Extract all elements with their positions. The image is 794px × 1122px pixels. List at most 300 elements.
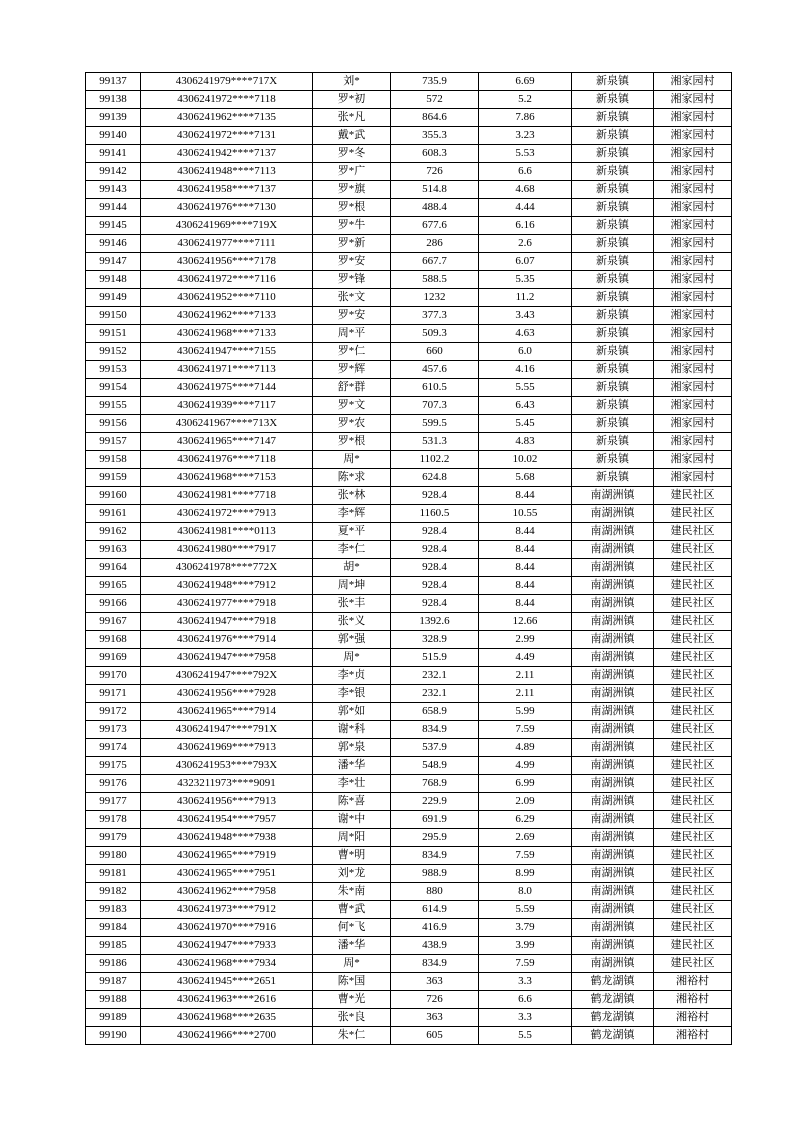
cell-serial: 99177 <box>86 793 141 811</box>
cell-name: 潘*华 <box>313 757 391 775</box>
cell-id: 4306241968****7153 <box>141 469 313 487</box>
cell-village: 湘家园村 <box>654 91 732 109</box>
cell-rate: 6.43 <box>479 397 572 415</box>
table-row <box>86 199 732 217</box>
cell-town: 鹤龙湖镇 <box>572 991 654 1009</box>
cell-rate: 11.2 <box>479 289 572 307</box>
cell-id: 4306241976****7914 <box>141 631 313 649</box>
cell-serial: 99185 <box>86 937 141 955</box>
cell-village: 湘家园村 <box>654 415 732 433</box>
table-row <box>86 955 732 973</box>
table-row <box>86 343 732 361</box>
table-row <box>86 181 732 199</box>
cell-id: 4306241945****2651 <box>141 973 313 991</box>
table-row <box>86 541 732 559</box>
cell-village: 湘家园村 <box>654 433 732 451</box>
cell-town: 南湖洲镇 <box>572 811 654 829</box>
cell-amount: 1392.6 <box>391 613 479 631</box>
cell-town: 新泉镇 <box>572 145 654 163</box>
table-row <box>86 721 732 739</box>
cell-amount: 768.9 <box>391 775 479 793</box>
cell-serial: 99173 <box>86 721 141 739</box>
cell-serial: 99156 <box>86 415 141 433</box>
cell-village: 湘家园村 <box>654 127 732 145</box>
cell-town: 新泉镇 <box>572 253 654 271</box>
cell-serial: 99179 <box>86 829 141 847</box>
table-row <box>86 883 732 901</box>
table-row <box>86 631 732 649</box>
table-row <box>86 757 732 775</box>
cell-amount: 509.3 <box>391 325 479 343</box>
cell-rate: 7.59 <box>479 955 572 973</box>
cell-rate: 3.79 <box>479 919 572 937</box>
cell-rate: 4.68 <box>479 181 572 199</box>
cell-rate: 8.44 <box>479 541 572 559</box>
cell-id: 4306241947****7155 <box>141 343 313 361</box>
cell-rate: 8.44 <box>479 577 572 595</box>
cell-town: 新泉镇 <box>572 433 654 451</box>
cell-town: 南湖洲镇 <box>572 775 654 793</box>
cell-id: 4306241979****717X <box>141 73 313 91</box>
cell-town: 南湖洲镇 <box>572 595 654 613</box>
table-row <box>86 1009 732 1027</box>
cell-serial: 99184 <box>86 919 141 937</box>
cell-amount: 1232 <box>391 289 479 307</box>
cell-rate: 8.44 <box>479 595 572 613</box>
cell-amount: 328.9 <box>391 631 479 649</box>
cell-id: 4306241947****791X <box>141 721 313 739</box>
cell-name: 罗*文 <box>313 397 391 415</box>
cell-rate: 8.0 <box>479 883 572 901</box>
cell-id: 4306241948****7938 <box>141 829 313 847</box>
cell-village: 湘家园村 <box>654 469 732 487</box>
cell-amount: 363 <box>391 1009 479 1027</box>
cell-town: 南湖洲镇 <box>572 847 654 865</box>
cell-village: 建民社区 <box>654 721 732 739</box>
table-row <box>86 127 732 145</box>
cell-name: 陈*国 <box>313 973 391 991</box>
cell-serial: 99155 <box>86 397 141 415</box>
cell-name: 罗*安 <box>313 253 391 271</box>
cell-serial: 99176 <box>86 775 141 793</box>
cell-id: 4306241968****7934 <box>141 955 313 973</box>
cell-rate: 3.99 <box>479 937 572 955</box>
cell-id: 4306241947****7918 <box>141 613 313 631</box>
cell-id: 4306241952****7110 <box>141 289 313 307</box>
table-row <box>86 253 732 271</box>
cell-amount: 363 <box>391 973 479 991</box>
cell-rate: 7.59 <box>479 721 572 739</box>
cell-town: 新泉镇 <box>572 271 654 289</box>
cell-id: 4306241967****713X <box>141 415 313 433</box>
cell-town: 鹤龙湖镇 <box>572 1027 654 1045</box>
cell-amount: 928.4 <box>391 595 479 613</box>
table-row <box>86 577 732 595</box>
cell-id: 4306241953****793X <box>141 757 313 775</box>
table-row <box>86 865 732 883</box>
cell-serial: 99188 <box>86 991 141 1009</box>
cell-village: 建民社区 <box>654 739 732 757</box>
cell-rate: 4.83 <box>479 433 572 451</box>
cell-id: 4323211973****9091 <box>141 775 313 793</box>
cell-amount: 232.1 <box>391 685 479 703</box>
cell-name: 罗*初 <box>313 91 391 109</box>
cell-town: 新泉镇 <box>572 469 654 487</box>
cell-serial: 99167 <box>86 613 141 631</box>
cell-serial: 99165 <box>86 577 141 595</box>
cell-rate: 5.2 <box>479 91 572 109</box>
cell-village: 建民社区 <box>654 505 732 523</box>
cell-id: 4306241965****7919 <box>141 847 313 865</box>
cell-name: 李*辉 <box>313 505 391 523</box>
cell-village: 建民社区 <box>654 631 732 649</box>
cell-amount: 660 <box>391 343 479 361</box>
cell-village: 建民社区 <box>654 487 732 505</box>
cell-name: 张*凡 <box>313 109 391 127</box>
cell-id: 4306241972****7913 <box>141 505 313 523</box>
cell-serial: 99175 <box>86 757 141 775</box>
cell-rate: 3.23 <box>479 127 572 145</box>
cell-serial: 99164 <box>86 559 141 577</box>
cell-serial: 99137 <box>86 73 141 91</box>
cell-serial: 99141 <box>86 145 141 163</box>
cell-amount: 667.7 <box>391 253 479 271</box>
cell-rate: 6.07 <box>479 253 572 271</box>
cell-id: 4306241969****7913 <box>141 739 313 757</box>
cell-id: 4306241956****7928 <box>141 685 313 703</box>
cell-serial: 99152 <box>86 343 141 361</box>
table-row <box>86 739 732 757</box>
cell-name: 舒*群 <box>313 379 391 397</box>
cell-rate: 6.99 <box>479 775 572 793</box>
cell-amount: 928.4 <box>391 541 479 559</box>
cell-amount: 735.9 <box>391 73 479 91</box>
cell-rate: 4.63 <box>479 325 572 343</box>
cell-amount: 834.9 <box>391 847 479 865</box>
table-row <box>86 271 732 289</box>
cell-village: 湘家园村 <box>654 307 732 325</box>
cell-name: 周* <box>313 955 391 973</box>
cell-name: 李*贞 <box>313 667 391 685</box>
cell-rate: 8.44 <box>479 523 572 541</box>
cell-serial: 99157 <box>86 433 141 451</box>
cell-rate: 2.99 <box>479 631 572 649</box>
cell-rate: 10.02 <box>479 451 572 469</box>
table-row <box>86 163 732 181</box>
cell-id: 4306241972****7116 <box>141 271 313 289</box>
cell-serial: 99153 <box>86 361 141 379</box>
cell-village: 建民社区 <box>654 829 732 847</box>
cell-id: 4306241978****772X <box>141 559 313 577</box>
cell-village: 湘裕村 <box>654 973 732 991</box>
cell-rate: 5.5 <box>479 1027 572 1045</box>
cell-id: 4306241973****7912 <box>141 901 313 919</box>
cell-serial: 99170 <box>86 667 141 685</box>
cell-name: 周*坤 <box>313 577 391 595</box>
cell-serial: 99145 <box>86 217 141 235</box>
cell-amount: 232.1 <box>391 667 479 685</box>
cell-rate: 2.11 <box>479 685 572 703</box>
table-row <box>86 91 732 109</box>
cell-village: 湘家园村 <box>654 145 732 163</box>
table-row <box>86 667 732 685</box>
cell-serial: 99154 <box>86 379 141 397</box>
cell-name: 周*平 <box>313 325 391 343</box>
cell-village: 建民社区 <box>654 865 732 883</box>
cell-name: 罗*广 <box>313 163 391 181</box>
table-row <box>86 523 732 541</box>
cell-name: 周* <box>313 649 391 667</box>
records-table <box>85 72 732 1045</box>
cell-id: 4306241956****7913 <box>141 793 313 811</box>
cell-amount: 438.9 <box>391 937 479 955</box>
cell-village: 湘家园村 <box>654 217 732 235</box>
cell-rate: 6.6 <box>479 163 572 181</box>
cell-amount: 1102.2 <box>391 451 479 469</box>
cell-town: 新泉镇 <box>572 361 654 379</box>
cell-serial: 99166 <box>86 595 141 613</box>
cell-name: 罗*牛 <box>313 217 391 235</box>
cell-name: 夏*平 <box>313 523 391 541</box>
table-row <box>86 685 732 703</box>
cell-id: 4306241976****7118 <box>141 451 313 469</box>
table-row <box>86 649 732 667</box>
cell-rate: 3.3 <box>479 973 572 991</box>
cell-town: 南湖洲镇 <box>572 577 654 595</box>
cell-amount: 599.5 <box>391 415 479 433</box>
cell-village: 湘家园村 <box>654 451 732 469</box>
cell-amount: 834.9 <box>391 955 479 973</box>
cell-town: 鹤龙湖镇 <box>572 973 654 991</box>
cell-name: 罗*仁 <box>313 343 391 361</box>
cell-village: 建民社区 <box>654 523 732 541</box>
cell-name: 曹*明 <box>313 847 391 865</box>
cell-name: 张*文 <box>313 289 391 307</box>
cell-id: 4306241942****7137 <box>141 145 313 163</box>
cell-amount: 457.6 <box>391 361 479 379</box>
cell-amount: 416.9 <box>391 919 479 937</box>
cell-name: 罗*锋 <box>313 271 391 289</box>
table-row <box>86 595 732 613</box>
cell-town: 新泉镇 <box>572 217 654 235</box>
cell-village: 建民社区 <box>654 757 732 775</box>
cell-town: 南湖洲镇 <box>572 505 654 523</box>
cell-serial: 99162 <box>86 523 141 541</box>
cell-name: 郭*强 <box>313 631 391 649</box>
cell-amount: 286 <box>391 235 479 253</box>
cell-amount: 514.8 <box>391 181 479 199</box>
cell-town: 新泉镇 <box>572 181 654 199</box>
records-table-body <box>86 73 732 1045</box>
cell-id: 4306241948****7912 <box>141 577 313 595</box>
cell-serial: 99180 <box>86 847 141 865</box>
cell-village: 建民社区 <box>654 919 732 937</box>
cell-amount: 677.6 <box>391 217 479 235</box>
cell-town: 南湖洲镇 <box>572 865 654 883</box>
cell-id: 4306241968****2635 <box>141 1009 313 1027</box>
cell-name: 潘*华 <box>313 937 391 955</box>
table-row <box>86 379 732 397</box>
cell-town: 南湖洲镇 <box>572 559 654 577</box>
cell-town: 南湖洲镇 <box>572 757 654 775</box>
table-row <box>86 487 732 505</box>
cell-name: 周*阳 <box>313 829 391 847</box>
cell-name: 李*银 <box>313 685 391 703</box>
cell-village: 建民社区 <box>654 559 732 577</box>
cell-name: 张*义 <box>313 613 391 631</box>
cell-amount: 880 <box>391 883 479 901</box>
cell-rate: 5.99 <box>479 703 572 721</box>
cell-amount: 515.9 <box>391 649 479 667</box>
cell-amount: 488.4 <box>391 199 479 217</box>
cell-town: 新泉镇 <box>572 73 654 91</box>
cell-town: 南湖洲镇 <box>572 721 654 739</box>
cell-name: 朱*仁 <box>313 1027 391 1045</box>
cell-serial: 99189 <box>86 1009 141 1027</box>
cell-name: 陈*喜 <box>313 793 391 811</box>
cell-village: 建民社区 <box>654 793 732 811</box>
cell-town: 新泉镇 <box>572 199 654 217</box>
cell-serial: 99160 <box>86 487 141 505</box>
cell-town: 南湖洲镇 <box>572 613 654 631</box>
cell-amount: 229.9 <box>391 793 479 811</box>
cell-village: 建民社区 <box>654 577 732 595</box>
cell-name: 张*丰 <box>313 595 391 613</box>
cell-rate: 5.59 <box>479 901 572 919</box>
cell-town: 南湖洲镇 <box>572 955 654 973</box>
cell-id: 4306241970****7916 <box>141 919 313 937</box>
cell-rate: 5.45 <box>479 415 572 433</box>
cell-serial: 99163 <box>86 541 141 559</box>
cell-name: 李*壮 <box>313 775 391 793</box>
cell-id: 4306241947****792X <box>141 667 313 685</box>
cell-id: 4306241968****7133 <box>141 325 313 343</box>
cell-rate: 12.66 <box>479 613 572 631</box>
cell-rate: 10.55 <box>479 505 572 523</box>
cell-rate: 4.89 <box>479 739 572 757</box>
cell-serial: 99147 <box>86 253 141 271</box>
cell-amount: 377.3 <box>391 307 479 325</box>
cell-village: 建民社区 <box>654 685 732 703</box>
cell-town: 南湖洲镇 <box>572 883 654 901</box>
cell-rate: 5.53 <box>479 145 572 163</box>
cell-rate: 8.99 <box>479 865 572 883</box>
cell-village: 湘家园村 <box>654 199 732 217</box>
table-row <box>86 829 732 847</box>
cell-village: 建民社区 <box>654 811 732 829</box>
cell-name: 谢*中 <box>313 811 391 829</box>
cell-id: 4306241981****7718 <box>141 487 313 505</box>
table-row <box>86 811 732 829</box>
cell-town: 新泉镇 <box>572 163 654 181</box>
cell-name: 郭*泉 <box>313 739 391 757</box>
cell-town: 南湖洲镇 <box>572 667 654 685</box>
cell-serial: 99159 <box>86 469 141 487</box>
table-row <box>86 235 732 253</box>
cell-name: 周* <box>313 451 391 469</box>
cell-serial: 99142 <box>86 163 141 181</box>
cell-village: 湘裕村 <box>654 991 732 1009</box>
table-row <box>86 1027 732 1045</box>
cell-amount: 355.3 <box>391 127 479 145</box>
table-row <box>86 217 732 235</box>
cell-village: 建民社区 <box>654 847 732 865</box>
cell-amount: 624.8 <box>391 469 479 487</box>
cell-amount: 588.5 <box>391 271 479 289</box>
table-row <box>86 469 732 487</box>
cell-town: 南湖洲镇 <box>572 523 654 541</box>
cell-name: 张*林 <box>313 487 391 505</box>
cell-village: 建民社区 <box>654 595 732 613</box>
cell-village: 建民社区 <box>654 955 732 973</box>
cell-amount: 610.5 <box>391 379 479 397</box>
cell-serial: 99139 <box>86 109 141 127</box>
cell-village: 湘家园村 <box>654 181 732 199</box>
cell-serial: 99158 <box>86 451 141 469</box>
table-row <box>86 433 732 451</box>
cell-rate: 4.99 <box>479 757 572 775</box>
cell-name: 罗*新 <box>313 235 391 253</box>
cell-rate: 2.69 <box>479 829 572 847</box>
cell-amount: 531.3 <box>391 433 479 451</box>
cell-amount: 548.9 <box>391 757 479 775</box>
cell-rate: 6.0 <box>479 343 572 361</box>
cell-id: 4306241966****2700 <box>141 1027 313 1045</box>
cell-serial: 99140 <box>86 127 141 145</box>
table-row <box>86 991 732 1009</box>
cell-id: 4306241962****7135 <box>141 109 313 127</box>
cell-town: 新泉镇 <box>572 109 654 127</box>
table-row <box>86 613 732 631</box>
table-row <box>86 703 732 721</box>
cell-id: 4306241947****7933 <box>141 937 313 955</box>
cell-id: 4306241975****7144 <box>141 379 313 397</box>
cell-id: 4306241977****7111 <box>141 235 313 253</box>
cell-town: 新泉镇 <box>572 379 654 397</box>
cell-rate: 6.6 <box>479 991 572 1009</box>
cell-serial: 99148 <box>86 271 141 289</box>
cell-serial: 99161 <box>86 505 141 523</box>
cell-amount: 864.6 <box>391 109 479 127</box>
cell-rate: 2.09 <box>479 793 572 811</box>
cell-amount: 658.9 <box>391 703 479 721</box>
cell-name: 戴*武 <box>313 127 391 145</box>
cell-id: 4306241981****0113 <box>141 523 313 541</box>
cell-rate: 7.86 <box>479 109 572 127</box>
cell-name: 陈*求 <box>313 469 391 487</box>
cell-name: 罗*安 <box>313 307 391 325</box>
cell-serial: 99174 <box>86 739 141 757</box>
cell-village: 建民社区 <box>654 667 732 685</box>
cell-amount: 1160.5 <box>391 505 479 523</box>
cell-id: 4306241947****7958 <box>141 649 313 667</box>
cell-serial: 99181 <box>86 865 141 883</box>
cell-id: 4306241965****7914 <box>141 703 313 721</box>
cell-amount: 295.9 <box>391 829 479 847</box>
cell-rate: 4.16 <box>479 361 572 379</box>
cell-id: 4306241969****719X <box>141 217 313 235</box>
cell-amount: 726 <box>391 163 479 181</box>
cell-name: 谢*科 <box>313 721 391 739</box>
cell-rate: 2.6 <box>479 235 572 253</box>
cell-town: 南湖洲镇 <box>572 793 654 811</box>
cell-town: 新泉镇 <box>572 415 654 433</box>
table-row <box>86 361 732 379</box>
cell-amount: 608.3 <box>391 145 479 163</box>
cell-serial: 99182 <box>86 883 141 901</box>
cell-serial: 99146 <box>86 235 141 253</box>
cell-name: 张*良 <box>313 1009 391 1027</box>
